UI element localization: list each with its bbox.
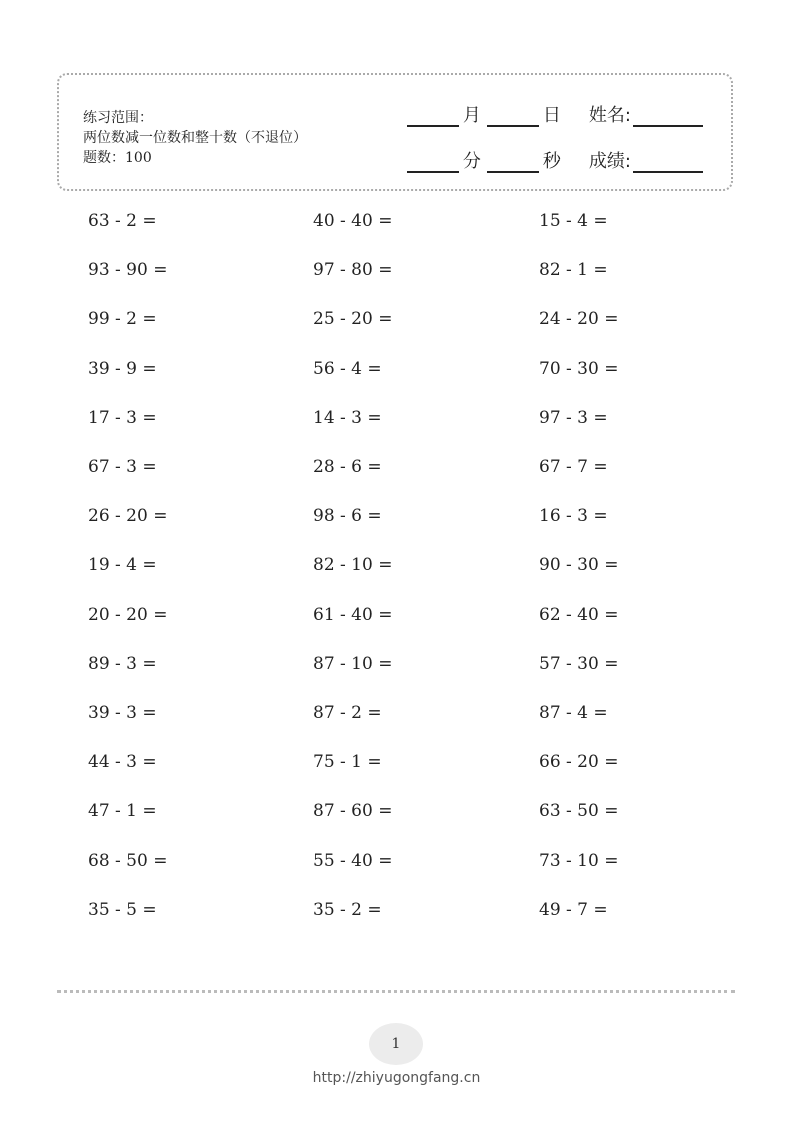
problem-item: 55 - 40 =: [313, 850, 393, 871]
topic-label: 两位数减一位数和整十数（不退位）: [83, 130, 307, 146]
problem-item: 73 - 10 =: [539, 850, 619, 871]
range-label: 练习范围：: [83, 110, 153, 126]
problem-item: 97 - 3 =: [539, 407, 608, 428]
problem-item: 14 - 3 =: [313, 407, 382, 428]
problem-item: 89 - 3 =: [88, 653, 157, 674]
problem-item: 17 - 3 =: [88, 407, 157, 428]
problem-item: 39 - 9 =: [88, 358, 157, 379]
problem-item: 56 - 4 =: [313, 358, 382, 379]
worksheet-info: [83, 108, 307, 168]
score-label: 成绩:: [588, 151, 631, 172]
problem-item: 97 - 80 =: [313, 260, 393, 281]
problem-item: 99 - 2 =: [88, 309, 157, 330]
problem-item: 70 - 30 =: [539, 358, 619, 379]
problem-item: 62 - 40 =: [539, 604, 619, 625]
minute-blank[interactable]: [407, 151, 459, 173]
problem-item: 82 - 1 =: [539, 260, 608, 281]
page-number: 1: [369, 1023, 423, 1065]
problem-item: 25 - 20 =: [313, 309, 393, 330]
month-label: 月: [462, 105, 481, 126]
time-score-row: [407, 147, 707, 173]
problem-item: 67 - 3 =: [88, 457, 157, 477]
worksheet-header: [57, 73, 733, 191]
problem-item: 49 - 7 =: [539, 899, 608, 920]
problem-item: 67 - 7 =: [539, 457, 608, 477]
problem-item: 28 - 6 =: [313, 457, 382, 477]
month-blank[interactable]: [407, 105, 459, 127]
problem-item: 98 - 6 =: [313, 506, 382, 527]
problem-item: 47 - 1 =: [88, 801, 157, 822]
second-blank[interactable]: [487, 151, 539, 173]
second-label: 秒: [542, 151, 561, 172]
name-blank[interactable]: [633, 105, 703, 127]
problem-item: 87 - 10 =: [313, 653, 393, 674]
date-name-row: [407, 101, 707, 127]
problem-item: 63 - 50 =: [539, 801, 619, 822]
problem-item: 87 - 2 =: [313, 703, 382, 723]
problem-item: 87 - 4 =: [539, 703, 608, 723]
day-label: 日: [542, 105, 561, 126]
problem-item: 87 - 60 =: [313, 801, 393, 822]
question-count: 题数：100: [83, 150, 152, 166]
problem-item: 63 - 2 =: [88, 211, 157, 231]
problem-item: 19 - 4 =: [88, 555, 157, 576]
website-url: http://zhiyugongfang.cn: [312, 1070, 481, 1086]
problem-item: 16 - 3 =: [539, 506, 608, 527]
name-label: 姓名:: [588, 105, 631, 126]
problem-item: 20 - 20 =: [88, 604, 168, 625]
score-blank[interactable]: [633, 151, 703, 173]
problem-item: 15 - 4 =: [539, 211, 608, 231]
problem-item: 75 - 1 =: [313, 752, 382, 773]
divider: [57, 990, 735, 993]
problem-item: 57 - 30 =: [539, 653, 619, 674]
problem-item: 44 - 3 =: [88, 752, 157, 773]
day-blank[interactable]: [487, 105, 539, 127]
problem-item: 82 - 10 =: [313, 555, 393, 576]
problem-item: 93 - 90 =: [88, 260, 168, 281]
problem-item: 40 - 40 =: [313, 211, 393, 231]
problem-item: 35 - 5 =: [88, 899, 157, 920]
problem-item: 26 - 20 =: [88, 506, 168, 527]
problem-item: 35 - 2 =: [313, 899, 382, 920]
problem-item: 61 - 40 =: [313, 604, 393, 625]
problem-item: 90 - 30 =: [539, 555, 619, 576]
minute-label: 分: [462, 151, 481, 172]
problem-item: 66 - 20 =: [539, 752, 619, 773]
problem-item: 68 - 50 =: [88, 850, 168, 871]
problem-item: 24 - 20 =: [539, 309, 619, 330]
problem-item: 39 - 3 =: [88, 703, 157, 723]
